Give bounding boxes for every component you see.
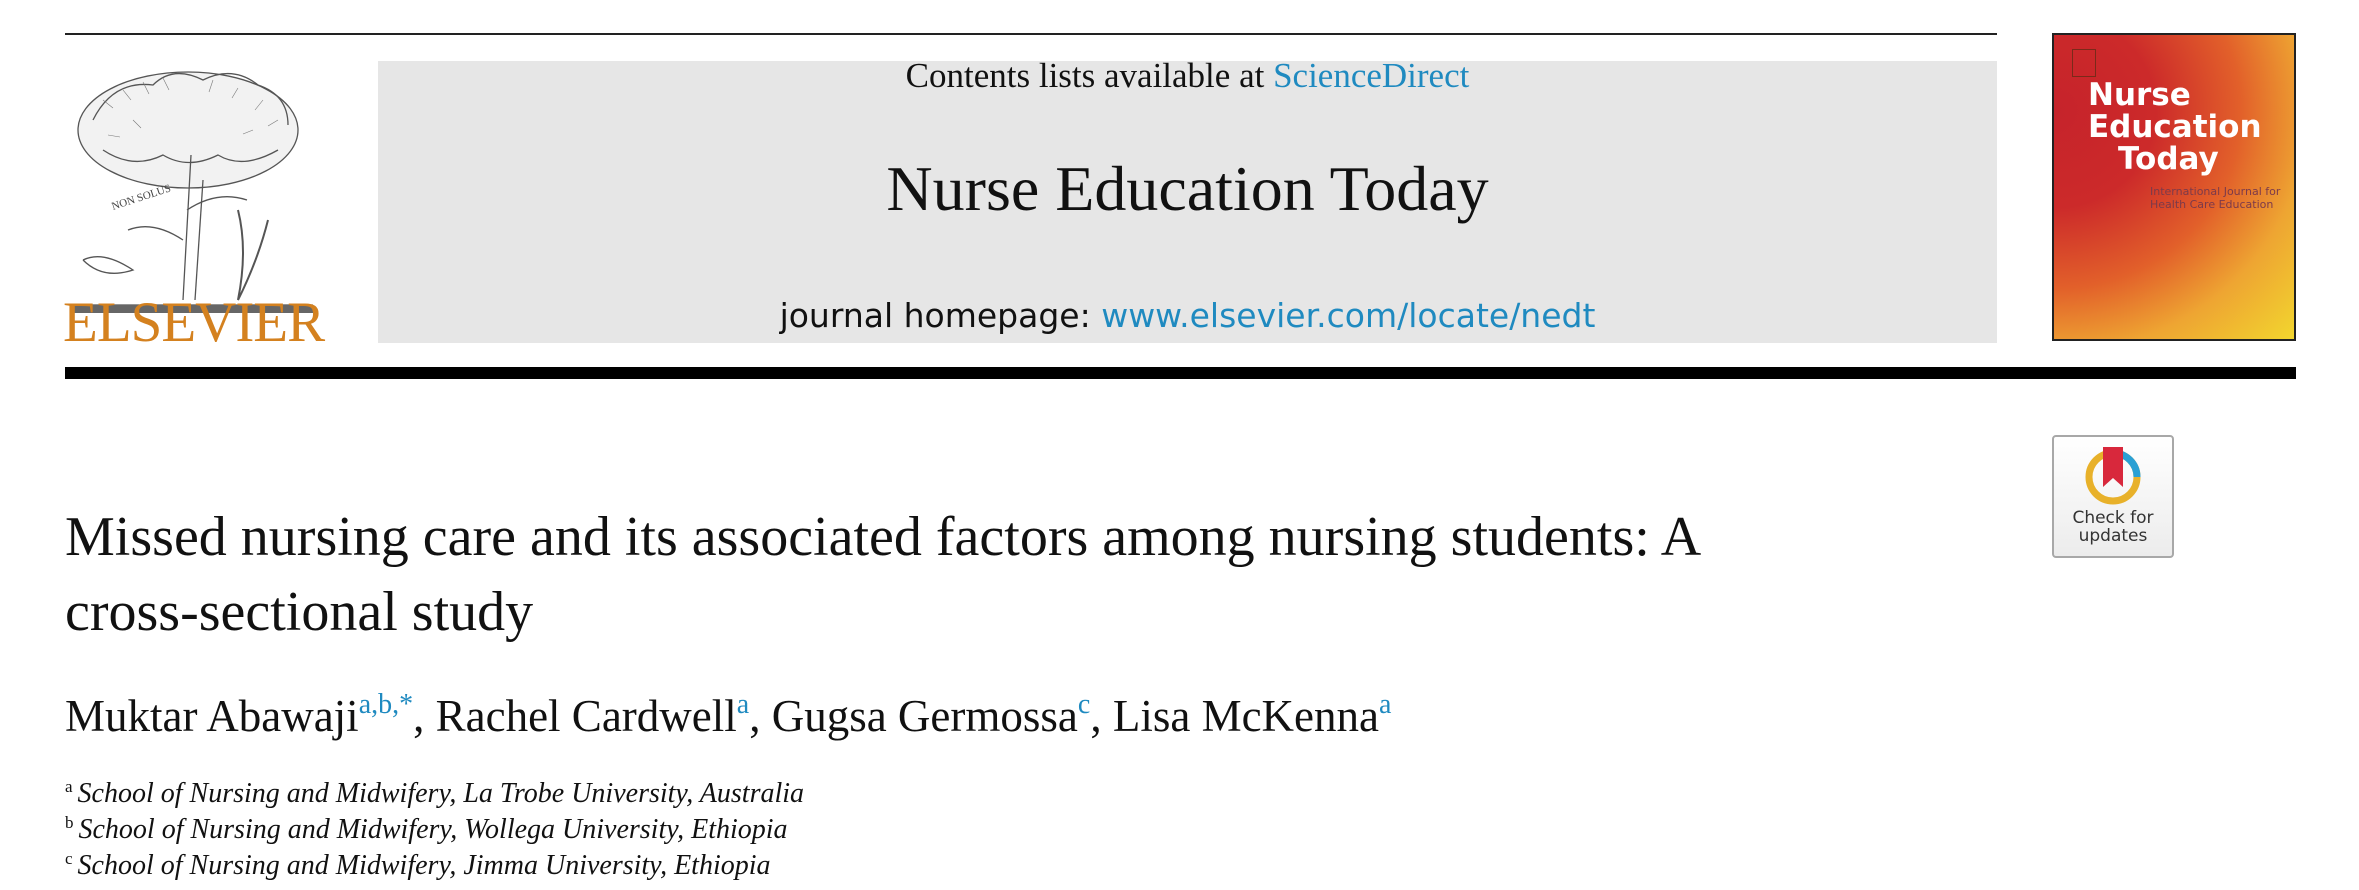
author-affiliation-ref[interactable]: a [736, 689, 750, 720]
elsevier-wordmark: ELSEVIER [63, 291, 325, 354]
cfu-line: Check for [2072, 508, 2154, 528]
author-name[interactable]: Gugsa Germossa [771, 691, 1078, 741]
author-affiliation-ref[interactable]: a [1379, 689, 1392, 720]
homepage-link[interactable]: www.elsevier.com/locate/nedt [1101, 296, 1596, 335]
header-rule [65, 367, 2296, 379]
bookmark-icon [2083, 443, 2143, 507]
cover-title-line: Nurse [2088, 77, 2191, 113]
cover-elsevier-icon [2072, 49, 2096, 77]
check-for-updates-button[interactable] [2052, 435, 2174, 558]
author-name[interactable]: Lisa McKenna [1112, 691, 1379, 741]
author-name[interactable]: Rachel Cardwell [435, 691, 737, 741]
journal-cover[interactable] [2052, 33, 2296, 341]
affiliation-key: c [65, 848, 73, 868]
affiliation-text: School of Nursing and Midwifery, Wollega University, Ethiopia [78, 814, 788, 845]
author-affiliation-ref[interactable]: a,b,* [358, 689, 414, 720]
homepage-line [378, 296, 1997, 335]
affiliation-text: School of Nursing and Midwifery, La Trobe University, Australia [77, 778, 805, 809]
motto-ribbon: NON SOLUS [110, 182, 173, 213]
contents-line [378, 56, 1997, 96]
affiliation [65, 814, 788, 846]
cover-title-line: Today [2118, 141, 2219, 177]
author-name[interactable]: Muktar Abawaji [65, 691, 359, 741]
affiliation-key: a [65, 776, 73, 796]
article-title [65, 500, 1985, 650]
sciencedirect-link[interactable]: ScienceDirect [1273, 56, 1470, 95]
homepage-prefix: journal homepage: [779, 296, 1102, 335]
article-title-line: Missed nursing care and its associated factors among nursing students: A [65, 506, 1702, 568]
top-rule [65, 33, 1997, 35]
author-affiliation-ref[interactable]: c [1077, 689, 1091, 720]
cover-title [2088, 79, 2288, 175]
journal-title: Nurse Education Today [886, 153, 1489, 224]
affiliation-key: b [65, 812, 74, 832]
affiliation [65, 778, 804, 810]
affiliation-text: School of Nursing and Midwifery, Jimma University, Ethiopia [77, 850, 771, 881]
check-for-updates-label [2054, 509, 2172, 545]
article-title-line: cross-sectional study [65, 581, 534, 643]
cover-title-line: Education [2088, 109, 2262, 145]
affiliation [65, 850, 771, 882]
cover-subtitle: International Journal for Health Care Education [2150, 185, 2281, 211]
cfu-line: updates [2078, 526, 2148, 546]
author-list: Muktar Abawaji$^{a,b,*}$, Rachel Cardwell$^a$, Gugsa Germossa$^c$, Lisa McKenna$^a$ [65, 689, 1392, 741]
contents-prefix: Contents lists available at [905, 56, 1274, 95]
